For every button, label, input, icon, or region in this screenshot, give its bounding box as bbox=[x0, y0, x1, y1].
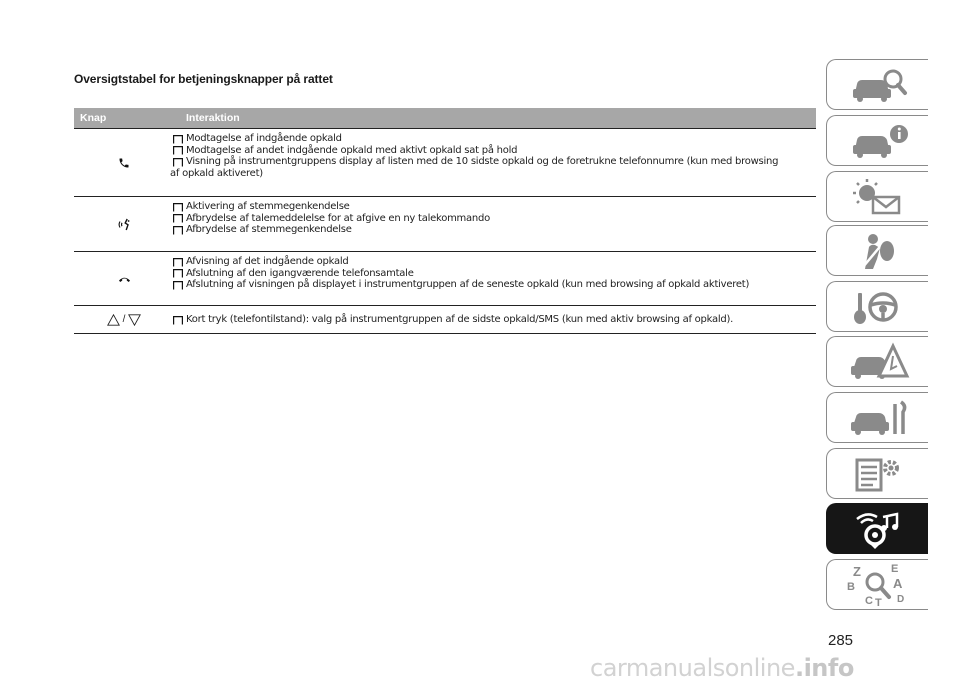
list-item bbox=[170, 279, 812, 291]
bullet-icon bbox=[173, 135, 183, 144]
phone-hangup-icon bbox=[118, 275, 131, 283]
bullet-icon bbox=[173, 146, 183, 155]
index-letter: T bbox=[874, 596, 882, 608]
watermark-prefix: carmanualsonline bbox=[590, 654, 795, 682]
button-cell bbox=[74, 252, 174, 305]
list-item bbox=[170, 201, 812, 213]
bullet-icon bbox=[173, 258, 183, 267]
bullet-icon bbox=[173, 158, 183, 167]
page-number: 285 bbox=[828, 632, 854, 649]
car-search-icon bbox=[843, 65, 913, 105]
bullet-icon bbox=[173, 203, 183, 212]
button-cell bbox=[74, 306, 174, 333]
index-letter: B bbox=[846, 580, 855, 593]
header-interaktion: Interaktion bbox=[186, 112, 240, 124]
tab-maintenance[interactable] bbox=[826, 392, 928, 443]
voice-command-icon bbox=[117, 218, 131, 231]
airbag-seatbelt-icon bbox=[843, 231, 913, 271]
index-letter: C bbox=[864, 594, 873, 607]
table-row bbox=[74, 306, 816, 334]
tab-emergency[interactable] bbox=[826, 336, 928, 387]
interaction-cell bbox=[170, 197, 816, 241]
bullet-icon bbox=[173, 269, 183, 278]
bullet-icon bbox=[173, 226, 183, 235]
tab-car-search[interactable] bbox=[826, 59, 928, 110]
interaction-cell bbox=[170, 129, 816, 184]
table-row bbox=[74, 252, 816, 306]
item-text: Visning på instrumentgruppens display af listen med de 10 sidste opkald og de foretrukne telefonnumre (kun med browsing bbox=[186, 156, 779, 168]
header-knap: Knap bbox=[80, 112, 107, 124]
list-item bbox=[170, 145, 812, 157]
list-item bbox=[170, 268, 812, 280]
separator: / bbox=[122, 314, 126, 325]
up-down-arrows-icon bbox=[107, 314, 142, 326]
index-letter: E bbox=[890, 562, 898, 575]
item-text: Kort tryk (telefontilstand): valg på instrumentgruppen af de sidste opkald/SMS (kun med aktiv browsing af opkald). bbox=[186, 314, 734, 325]
tab-safety[interactable] bbox=[826, 225, 928, 276]
tab-car-info[interactable] bbox=[826, 115, 928, 166]
item-text: Modtagelse af indgående opkald bbox=[186, 133, 342, 144]
tab-starting-driving[interactable] bbox=[826, 281, 928, 332]
controls-table bbox=[74, 108, 816, 334]
button-cell bbox=[74, 197, 174, 251]
table-row bbox=[74, 197, 816, 252]
interaction-cell bbox=[170, 252, 816, 296]
index-letter: Z bbox=[852, 563, 861, 579]
list-item bbox=[170, 156, 812, 168]
item-text: Modtagelse af andet indgående opkald med aktivt opkald sat på hold bbox=[186, 144, 518, 156]
watermark bbox=[590, 654, 854, 682]
list-item bbox=[170, 314, 812, 326]
list-item bbox=[170, 133, 812, 145]
car-info-icon bbox=[843, 121, 913, 161]
button-cell bbox=[74, 129, 174, 196]
list-item bbox=[170, 224, 812, 236]
multimedia-icon bbox=[843, 509, 913, 549]
tab-index[interactable] bbox=[826, 559, 928, 610]
interaction-cell bbox=[170, 306, 816, 331]
car-tools-icon bbox=[843, 398, 913, 438]
bullet-icon bbox=[173, 214, 183, 223]
item-text: Afbrydelse af stemmegenkendelse bbox=[186, 224, 352, 236]
tab-multimedia[interactable] bbox=[826, 503, 928, 554]
index-letter: D bbox=[896, 593, 904, 605]
key-steering-icon bbox=[843, 287, 913, 327]
car-warning-icon bbox=[843, 342, 913, 382]
item-text: af opkald aktiveret) bbox=[170, 167, 263, 179]
watermark-suffix: .info bbox=[794, 654, 854, 682]
page-title: Oversigtstabel for betjeningsknapper på rattet bbox=[74, 72, 333, 86]
item-text: Afbrydelse af talemeddelelse for at afgive en ny talekommando bbox=[186, 212, 490, 224]
table-header bbox=[74, 108, 816, 128]
table-row bbox=[74, 128, 816, 197]
item-text: Aktivering af stemmegenkendelse bbox=[186, 201, 350, 212]
list-item bbox=[170, 256, 812, 268]
arrow-down-icon bbox=[128, 314, 141, 326]
arrow-up-icon bbox=[107, 314, 120, 326]
light-mail-icon bbox=[843, 177, 913, 217]
tab-technical-data[interactable] bbox=[826, 448, 928, 499]
item-text: Afslutning af den igangværende telefonsamtale bbox=[186, 267, 414, 279]
bullet-icon bbox=[173, 316, 183, 325]
specs-gear-icon bbox=[843, 454, 913, 494]
list-item bbox=[170, 213, 812, 225]
index-letters-icon bbox=[843, 562, 913, 608]
tab-lights-messages[interactable] bbox=[826, 171, 928, 222]
bullet-icon bbox=[173, 281, 183, 290]
index-letter: A bbox=[892, 575, 902, 591]
phone-answer-icon bbox=[118, 157, 130, 169]
item-text: Afslutning af visningen på displayet i instrumentgruppen af de seneste opkald (kun med browsing af opkald aktiveret) bbox=[186, 279, 750, 291]
list-item-continuation bbox=[170, 168, 812, 180]
item-text: Afvisning af det indgående opkald bbox=[186, 256, 349, 267]
